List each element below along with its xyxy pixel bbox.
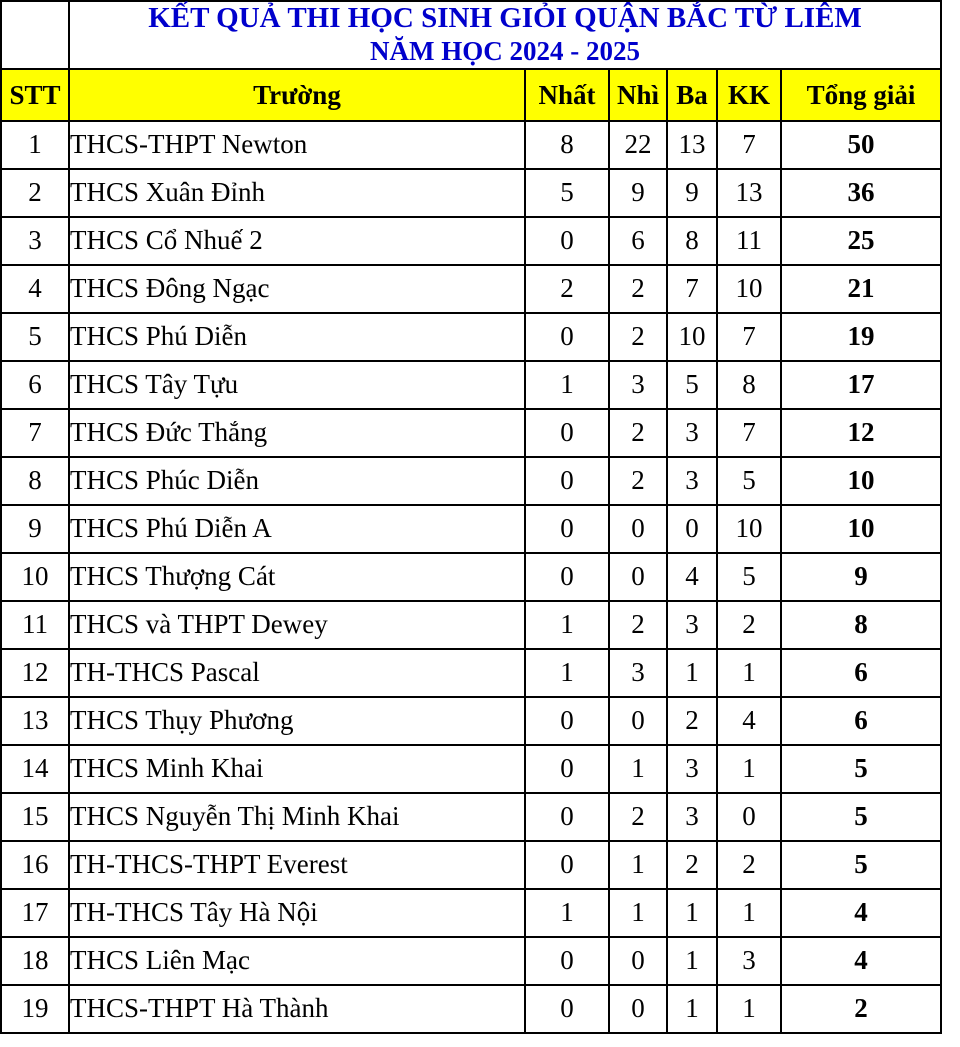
cell-ba: 13 (667, 121, 717, 169)
column-header-tong-giai: Tổng giải (781, 69, 941, 121)
cell-nhat: 0 (525, 985, 609, 1033)
cell-kk: 7 (717, 409, 781, 457)
table-row (1, 313, 941, 361)
cell-ba: 9 (667, 169, 717, 217)
cell-nhat: 0 (525, 841, 609, 889)
cell-truong: THCS Cổ Nhuế 2 (69, 217, 525, 265)
cell-ba: 1 (667, 889, 717, 937)
cell-nhat: 1 (525, 889, 609, 937)
cell-kk: 5 (717, 553, 781, 601)
cell-truong: THCS Xuân Đỉnh (69, 169, 525, 217)
cell-tong-giai: 2 (781, 985, 941, 1033)
cell-ba: 2 (667, 697, 717, 745)
cell-ba: 8 (667, 217, 717, 265)
table-row (1, 409, 941, 457)
cell-truong: TH-THCS Tây Hà Nội (69, 889, 525, 937)
cell-truong: TH-THCS-THPT Everest (69, 841, 525, 889)
title-line-1: KẾT QUẢ THI HỌC SINH GIỎI QUẬN BẮC TỪ LIÊM (148, 2, 862, 34)
cell-kk: 0 (717, 793, 781, 841)
cell-ba: 3 (667, 601, 717, 649)
table-row (1, 169, 941, 217)
cell-truong: THCS Liên Mạc (69, 937, 525, 985)
cell-truong: THCS Phúc Diễn (69, 457, 525, 505)
cell-nhat: 0 (525, 553, 609, 601)
cell-nhi: 22 (609, 121, 667, 169)
cell-kk: 11 (717, 217, 781, 265)
cell-kk: 3 (717, 937, 781, 985)
cell-kk: 7 (717, 121, 781, 169)
title-line-2: NĂM HỌC 2024 - 2025 (370, 36, 640, 67)
cell-tong-giai: 4 (781, 937, 941, 985)
cell-nhi: 3 (609, 649, 667, 697)
cell-nhi: 2 (609, 601, 667, 649)
column-header-stt: STT (1, 69, 69, 121)
cell-nhat: 0 (525, 217, 609, 265)
column-header-nhi: Nhì (609, 69, 667, 121)
cell-nhat: 0 (525, 505, 609, 553)
cell-truong: THCS-THPT Newton (69, 121, 525, 169)
cell-tong-giai: 10 (781, 457, 941, 505)
cell-stt: 7 (1, 409, 69, 457)
cell-nhat: 1 (525, 601, 609, 649)
cell-ba: 1 (667, 937, 717, 985)
table-row (1, 889, 941, 937)
cell-stt: 5 (1, 313, 69, 361)
table-row (1, 553, 941, 601)
cell-stt: 11 (1, 601, 69, 649)
title-left-blank-cell (1, 1, 69, 69)
cell-ba: 0 (667, 505, 717, 553)
cell-nhi: 1 (609, 745, 667, 793)
cell-ba: 5 (667, 361, 717, 409)
cell-kk: 1 (717, 985, 781, 1033)
table-row (1, 601, 941, 649)
cell-nhi: 0 (609, 697, 667, 745)
table-row (1, 457, 941, 505)
cell-ba: 3 (667, 793, 717, 841)
title-row (1, 1, 941, 69)
cell-truong: THCS Thụy Phương (69, 697, 525, 745)
cell-nhi: 2 (609, 457, 667, 505)
cell-truong: THCS Đức Thắng (69, 409, 525, 457)
cell-truong: THCS-THPT Hà Thành (69, 985, 525, 1033)
cell-kk: 5 (717, 457, 781, 505)
cell-nhi: 2 (609, 265, 667, 313)
cell-stt: 6 (1, 361, 69, 409)
cell-tong-giai: 21 (781, 265, 941, 313)
cell-tong-giai: 36 (781, 169, 941, 217)
cell-stt: 14 (1, 745, 69, 793)
cell-ba: 3 (667, 409, 717, 457)
cell-kk: 1 (717, 649, 781, 697)
cell-kk: 10 (717, 505, 781, 553)
cell-stt: 1 (1, 121, 69, 169)
cell-nhi: 1 (609, 889, 667, 937)
cell-stt: 19 (1, 985, 69, 1033)
table-row (1, 217, 941, 265)
cell-kk: 1 (717, 889, 781, 937)
cell-tong-giai: 17 (781, 361, 941, 409)
cell-nhi: 0 (609, 553, 667, 601)
cell-stt: 13 (1, 697, 69, 745)
cell-tong-giai: 12 (781, 409, 941, 457)
cell-truong: TH-THCS Pascal (69, 649, 525, 697)
column-header-truong: Trường (69, 69, 525, 121)
cell-nhi: 9 (609, 169, 667, 217)
cell-kk: 4 (717, 697, 781, 745)
cell-nhi: 1 (609, 841, 667, 889)
table-row (1, 505, 941, 553)
cell-nhi: 0 (609, 937, 667, 985)
cell-kk: 7 (717, 313, 781, 361)
cell-tong-giai: 5 (781, 793, 941, 841)
cell-truong: THCS Minh Khai (69, 745, 525, 793)
table-row (1, 697, 941, 745)
cell-stt: 18 (1, 937, 69, 985)
cell-tong-giai: 8 (781, 601, 941, 649)
cell-stt: 3 (1, 217, 69, 265)
cell-tong-giai: 6 (781, 649, 941, 697)
cell-nhi: 6 (609, 217, 667, 265)
table-header-row (1, 69, 941, 121)
cell-truong: THCS Tây Tựu (69, 361, 525, 409)
cell-nhat: 0 (525, 793, 609, 841)
cell-nhat: 5 (525, 169, 609, 217)
cell-ba: 3 (667, 457, 717, 505)
table-row (1, 745, 941, 793)
cell-stt: 10 (1, 553, 69, 601)
cell-truong: THCS Nguyễn Thị Minh Khai (69, 793, 525, 841)
cell-truong: THCS Đông Ngạc (69, 265, 525, 313)
column-header-kk: KK (717, 69, 781, 121)
cell-ba: 4 (667, 553, 717, 601)
cell-tong-giai: 4 (781, 889, 941, 937)
cell-truong: THCS và THPT Dewey (69, 601, 525, 649)
cell-ba: 3 (667, 745, 717, 793)
cell-stt: 2 (1, 169, 69, 217)
cell-tong-giai: 6 (781, 697, 941, 745)
cell-kk: 13 (717, 169, 781, 217)
cell-nhi: 2 (609, 409, 667, 457)
cell-stt: 15 (1, 793, 69, 841)
cell-nhat: 0 (525, 697, 609, 745)
cell-truong: THCS Phú Diễn A (69, 505, 525, 553)
cell-nhi: 2 (609, 313, 667, 361)
table-row (1, 265, 941, 313)
cell-nhat: 0 (525, 457, 609, 505)
column-header-nhat: Nhất (525, 69, 609, 121)
table-row (1, 985, 941, 1033)
cell-tong-giai: 5 (781, 745, 941, 793)
cell-nhat: 0 (525, 937, 609, 985)
cell-ba: 10 (667, 313, 717, 361)
cell-tong-giai: 25 (781, 217, 941, 265)
cell-nhat: 1 (525, 361, 609, 409)
cell-ba: 2 (667, 841, 717, 889)
cell-ba: 7 (667, 265, 717, 313)
cell-nhat: 0 (525, 745, 609, 793)
cell-tong-giai: 9 (781, 553, 941, 601)
table-row (1, 793, 941, 841)
cell-kk: 2 (717, 841, 781, 889)
table-row (1, 649, 941, 697)
cell-stt: 8 (1, 457, 69, 505)
table-row (1, 937, 941, 985)
cell-kk: 8 (717, 361, 781, 409)
cell-kk: 2 (717, 601, 781, 649)
cell-kk: 10 (717, 265, 781, 313)
cell-nhat: 1 (525, 649, 609, 697)
table-row (1, 121, 941, 169)
cell-stt: 4 (1, 265, 69, 313)
cell-tong-giai: 50 (781, 121, 941, 169)
cell-tong-giai: 19 (781, 313, 941, 361)
cell-ba: 1 (667, 985, 717, 1033)
cell-nhat: 8 (525, 121, 609, 169)
cell-stt: 17 (1, 889, 69, 937)
document-title-cell (69, 1, 941, 69)
cell-tong-giai: 10 (781, 505, 941, 553)
cell-tong-giai: 5 (781, 841, 941, 889)
cell-nhat: 0 (525, 409, 609, 457)
cell-nhat: 2 (525, 265, 609, 313)
cell-truong: THCS Phú Diễn (69, 313, 525, 361)
cell-nhi: 0 (609, 985, 667, 1033)
cell-stt: 12 (1, 649, 69, 697)
column-header-ba: Ba (667, 69, 717, 121)
table-row (1, 841, 941, 889)
cell-ba: 1 (667, 649, 717, 697)
cell-nhi: 0 (609, 505, 667, 553)
cell-kk: 1 (717, 745, 781, 793)
cell-truong: THCS Thượng Cát (69, 553, 525, 601)
table-row (1, 361, 941, 409)
cell-nhi: 2 (609, 793, 667, 841)
cell-nhat: 0 (525, 313, 609, 361)
cell-stt: 16 (1, 841, 69, 889)
cell-stt: 9 (1, 505, 69, 553)
cell-nhi: 3 (609, 361, 667, 409)
